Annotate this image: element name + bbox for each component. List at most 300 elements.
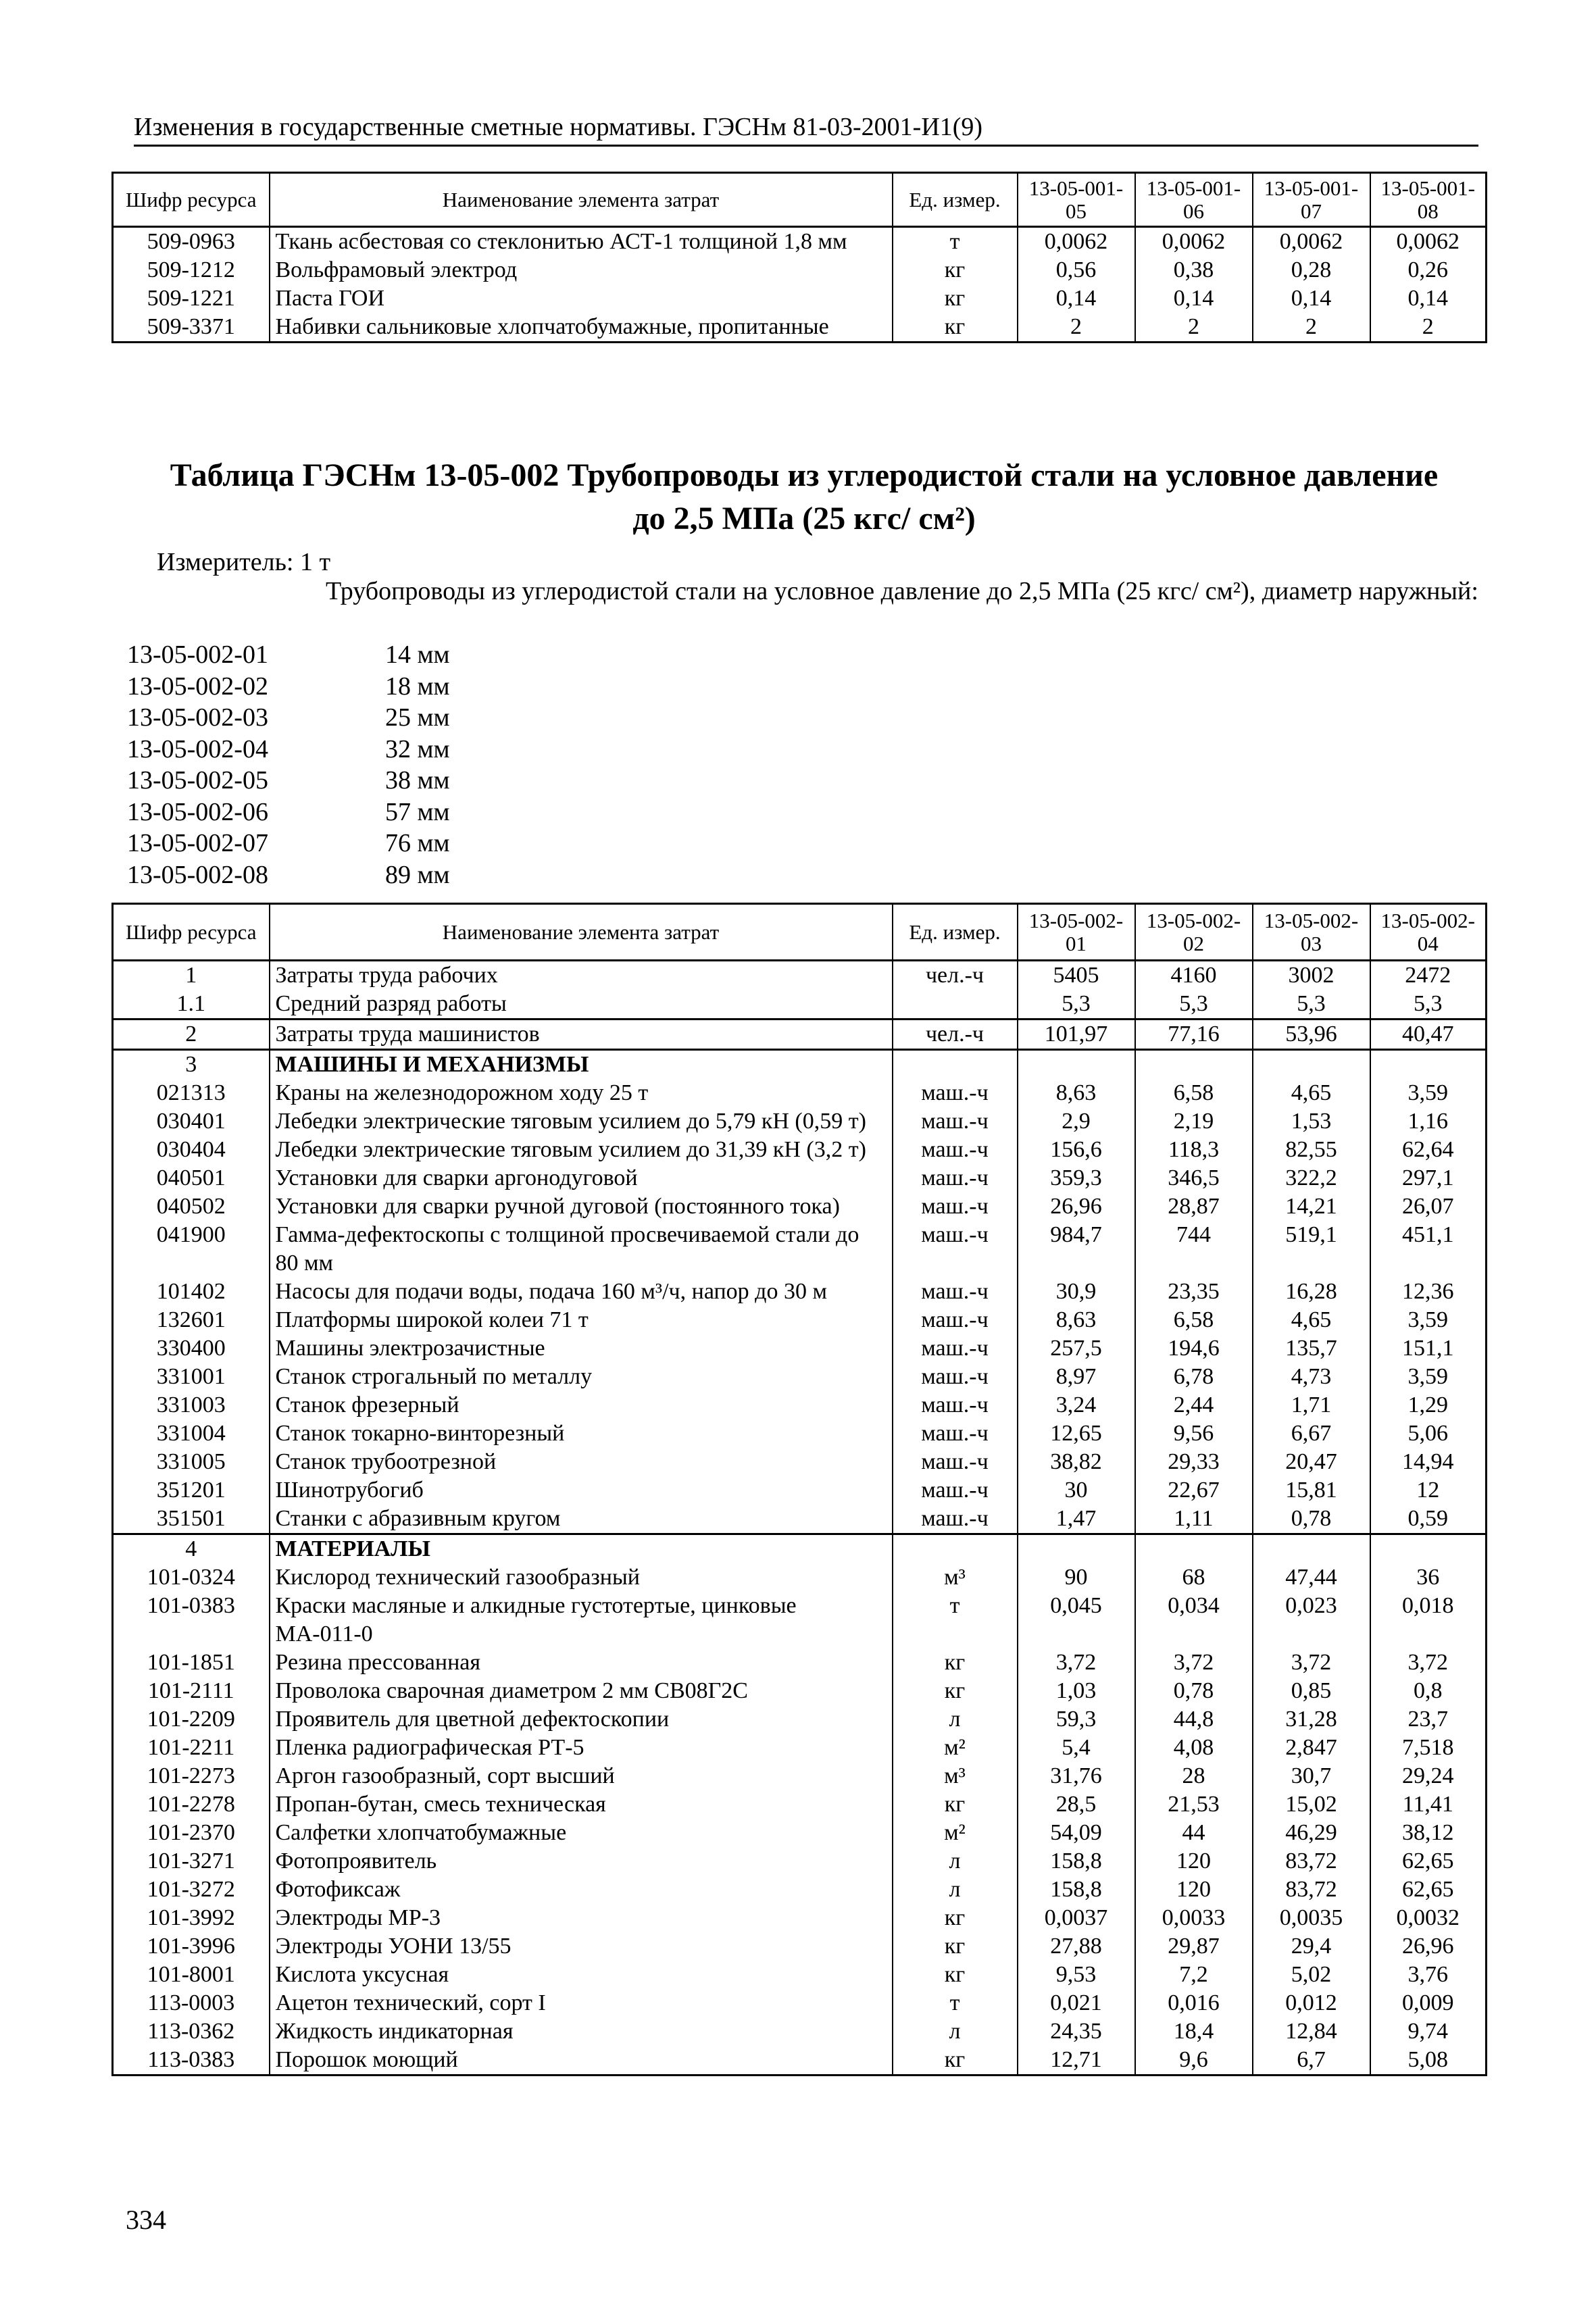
- value-cell: 0,034: [1135, 1592, 1253, 1649]
- resource-name: Ткань асбестовая со стеклонитью АСТ-1 толщиной 1,8 мм: [270, 227, 893, 257]
- resource-code: 101-2211: [113, 1734, 270, 1762]
- value-cell: [1253, 1534, 1370, 1564]
- table-row: [113, 1649, 1487, 1677]
- value-cell: 44,8: [1135, 1705, 1253, 1734]
- value-cell: 7,518: [1370, 1734, 1487, 1762]
- value-cell: 44: [1135, 1819, 1253, 1847]
- unit-cell: м²: [893, 1819, 1018, 1847]
- value-cell: 0,56: [1018, 256, 1135, 284]
- table-title: [95, 454, 1514, 540]
- value-cell: 4,73: [1253, 1363, 1370, 1391]
- resource-name: Средний разряд работы: [270, 990, 893, 1020]
- value-cell: 62,65: [1370, 1876, 1487, 1904]
- value-cell: 26,96: [1370, 1932, 1487, 1961]
- table-row: [113, 227, 1487, 257]
- resource-code: 113-0362: [113, 2017, 270, 2046]
- resource-name: Затраты труда машинистов: [270, 1020, 893, 1050]
- value-cell: 2,44: [1135, 1391, 1253, 1419]
- resource-code: 101-3996: [113, 1932, 270, 1961]
- value-cell: 62,64: [1370, 1136, 1487, 1164]
- col-header-variant: 13-05-001-07: [1253, 173, 1370, 227]
- variant-diameter: 32 мм: [385, 734, 450, 763]
- resource-code: 101402: [113, 1278, 270, 1306]
- resource-code: 101-3992: [113, 1904, 270, 1932]
- unit-cell: м³: [893, 1762, 1018, 1790]
- table-row: [113, 313, 1487, 343]
- resource-name: Станок токарно-винторезный: [270, 1419, 893, 1448]
- table-row: [113, 1278, 1487, 1306]
- value-cell: 1,11: [1135, 1505, 1253, 1534]
- resource-code: 351501: [113, 1505, 270, 1534]
- value-cell: 194,6: [1135, 1334, 1253, 1363]
- value-cell: 9,53: [1018, 1961, 1135, 1989]
- unit-cell: маш.-ч: [893, 1107, 1018, 1136]
- value-cell: 744: [1135, 1221, 1253, 1278]
- resource-name: Станки с абразивным кругом: [270, 1505, 893, 1534]
- value-cell: 0,045: [1018, 1592, 1135, 1649]
- value-cell: 6,78: [1135, 1363, 1253, 1391]
- value-cell: 0,0033: [1135, 1904, 1253, 1932]
- col-header-name: Наименование элемента затрат: [270, 904, 893, 961]
- value-cell: 1,53: [1253, 1107, 1370, 1136]
- resource-code: 041900: [113, 1221, 270, 1278]
- value-cell: 46,29: [1253, 1819, 1370, 1847]
- resource-name: Проявитель для цветной дефектоскопии: [270, 1705, 893, 1734]
- value-cell: 8,63: [1018, 1079, 1135, 1107]
- value-cell: 1,47: [1018, 1505, 1135, 1534]
- value-cell: 3,59: [1370, 1306, 1487, 1334]
- value-cell: 90: [1018, 1563, 1135, 1592]
- value-cell: 0,018: [1370, 1592, 1487, 1649]
- value-cell: 12,36: [1370, 1278, 1487, 1306]
- value-cell: 0,59: [1370, 1505, 1487, 1534]
- section-row: [113, 1050, 1487, 1080]
- col-header-variant: 13-05-001-08: [1370, 173, 1487, 227]
- unit-cell: т: [893, 227, 1018, 257]
- table-row: [113, 1334, 1487, 1363]
- value-cell: 3002: [1253, 961, 1370, 990]
- value-cell: 0,78: [1253, 1505, 1370, 1534]
- unit-cell: маш.-ч: [893, 1079, 1018, 1107]
- value-cell: 0,85: [1253, 1677, 1370, 1705]
- table-row: [113, 1762, 1487, 1790]
- table-row: [113, 1705, 1487, 1734]
- resource-code: 509-0963: [113, 227, 270, 257]
- resource-code: 331004: [113, 1419, 270, 1448]
- resource-name: Кислота уксусная: [270, 1961, 893, 1989]
- col-header-variant: 13-05-002-03: [1253, 904, 1370, 961]
- col-header-variant: 13-05-002-04: [1370, 904, 1487, 961]
- value-cell: 16,28: [1253, 1278, 1370, 1306]
- value-cell: 0,78: [1135, 1677, 1253, 1705]
- value-cell: [1370, 1534, 1487, 1564]
- value-cell: 22,67: [1135, 1476, 1253, 1505]
- resource-name: Электроды УОНИ 13/55: [270, 1932, 893, 1961]
- value-cell: 0,28: [1253, 256, 1370, 284]
- table-row: [113, 2046, 1487, 2076]
- value-cell: 83,72: [1253, 1876, 1370, 1904]
- value-cell: 7,2: [1135, 1961, 1253, 1989]
- table-row: [113, 1192, 1487, 1221]
- resource-name: Резина прессованная: [270, 1649, 893, 1677]
- value-cell: 68: [1135, 1563, 1253, 1592]
- unit-cell: кг: [893, 2046, 1018, 2076]
- resource-name: Платформы широкой колеи 71 т: [270, 1306, 893, 1334]
- resource-code: 101-0324: [113, 1563, 270, 1592]
- variant-code: 13-05-002-03: [127, 703, 268, 732]
- value-cell: 38,82: [1018, 1448, 1135, 1476]
- value-cell: 62,65: [1370, 1847, 1487, 1876]
- value-cell: 5405: [1018, 961, 1135, 990]
- resource-code: 330400: [113, 1334, 270, 1363]
- unit-cell: [893, 1534, 1018, 1564]
- value-cell: 0,0032: [1370, 1904, 1487, 1932]
- section-row: [113, 1534, 1487, 1564]
- unit-cell: маш.-ч: [893, 1306, 1018, 1334]
- value-cell: 158,8: [1018, 1847, 1135, 1876]
- value-cell: 82,55: [1253, 1136, 1370, 1164]
- resource-name: МАШИНЫ И МЕХАНИЗМЫ: [270, 1050, 893, 1080]
- value-cell: 36: [1370, 1563, 1487, 1592]
- value-cell: 8,97: [1018, 1363, 1135, 1391]
- unit-cell: кг: [893, 1649, 1018, 1677]
- resource-table-top: [111, 172, 1487, 343]
- value-cell: 26,96: [1018, 1192, 1135, 1221]
- value-cell: 0,38: [1135, 256, 1253, 284]
- value-cell: 31,28: [1253, 1705, 1370, 1734]
- value-cell: 257,5: [1018, 1334, 1135, 1363]
- value-cell: [1018, 1534, 1135, 1564]
- resource-code: 101-2209: [113, 1705, 270, 1734]
- value-cell: 5,08: [1370, 2046, 1487, 2076]
- value-cell: [1370, 1050, 1487, 1080]
- value-cell: 2: [1370, 313, 1487, 343]
- resource-code: 021313: [113, 1079, 270, 1107]
- table-row: [113, 961, 1487, 990]
- value-cell: 2472: [1370, 961, 1487, 990]
- value-cell: 156,6: [1018, 1136, 1135, 1164]
- resource-name: МАТЕРИАЛЫ: [270, 1534, 893, 1564]
- variant-code: 13-05-002-02: [127, 672, 268, 701]
- resource-code: 030401: [113, 1107, 270, 1136]
- value-cell: 0,14: [1253, 284, 1370, 313]
- resource-name: Краски масляные и алкидные густотертые, цинковые МА-011-0: [270, 1592, 893, 1649]
- value-cell: 5,06: [1370, 1419, 1487, 1448]
- value-cell: 5,02: [1253, 1961, 1370, 1989]
- resource-name: Насосы для подачи воды, подача 160 м³/ч, напор до 30 м: [270, 1278, 893, 1306]
- resource-name: Станок строгальный по металлу: [270, 1363, 893, 1391]
- resource-code: 3: [113, 1050, 270, 1080]
- table-row: [113, 1079, 1487, 1107]
- table-title-line: Таблица ГЭСНм 13-05-002 Трубопроводы из углеродистой стали на условное давление: [170, 457, 1439, 493]
- table-row: [113, 1592, 1487, 1649]
- unit-cell: кг: [893, 1932, 1018, 1961]
- value-cell: 4,65: [1253, 1079, 1370, 1107]
- table-row: [113, 1363, 1487, 1391]
- resource-name: Станок трубоотрезной: [270, 1448, 893, 1476]
- running-header: Изменения в государственные сметные нормативы. ГЭСНм 81-03-2001-И1(9): [134, 111, 1478, 147]
- value-cell: 158,8: [1018, 1876, 1135, 1904]
- value-cell: 30,9: [1018, 1278, 1135, 1306]
- value-cell: 30: [1018, 1476, 1135, 1505]
- resource-code: 331005: [113, 1448, 270, 1476]
- col-header-variant: 13-05-001-05: [1018, 173, 1135, 227]
- value-cell: 77,16: [1135, 1020, 1253, 1050]
- variant-code: 13-05-002-08: [127, 860, 268, 889]
- value-cell: 11,41: [1370, 1790, 1487, 1819]
- value-cell: 47,44: [1253, 1563, 1370, 1592]
- resource-name: Вольфрамовый электрод: [270, 256, 893, 284]
- table-row: [113, 1136, 1487, 1164]
- resource-code: 101-3271: [113, 1847, 270, 1876]
- col-header-variant: 13-05-001-06: [1135, 173, 1253, 227]
- measurer: Измеритель: 1 т: [157, 548, 331, 576]
- variant-diameter: 76 мм: [385, 829, 450, 857]
- unit-cell: кг: [893, 256, 1018, 284]
- unit-cell: кг: [893, 1790, 1018, 1819]
- value-cell: 0,14: [1018, 284, 1135, 313]
- unit-cell: л: [893, 2017, 1018, 2046]
- value-cell: 54,09: [1018, 1819, 1135, 1847]
- value-cell: 59,3: [1018, 1705, 1135, 1734]
- value-cell: 2: [1018, 313, 1135, 343]
- value-cell: 24,35: [1018, 2017, 1135, 2046]
- resource-name: Электроды МР-3: [270, 1904, 893, 1932]
- value-cell: 6,67: [1253, 1419, 1370, 1448]
- value-cell: 28: [1135, 1762, 1253, 1790]
- value-cell: 12,84: [1253, 2017, 1370, 2046]
- value-cell: 0,0037: [1018, 1904, 1135, 1932]
- value-cell: 4,65: [1253, 1306, 1370, 1334]
- table-header-row: [113, 173, 1487, 227]
- resource-code: 1.1: [113, 990, 270, 1020]
- col-header-code: Шифр ресурса: [113, 173, 270, 227]
- value-cell: 519,1: [1253, 1221, 1370, 1278]
- table-row: [113, 2017, 1487, 2046]
- value-cell: 359,3: [1018, 1164, 1135, 1192]
- value-cell: 15,81: [1253, 1476, 1370, 1505]
- value-cell: 297,1: [1370, 1164, 1487, 1192]
- value-cell: 38,12: [1370, 1819, 1487, 1847]
- value-cell: 120: [1135, 1847, 1253, 1876]
- value-cell: 322,2: [1253, 1164, 1370, 1192]
- variant-diameter: 57 мм: [385, 797, 450, 826]
- variant-diameter: 25 мм: [385, 703, 450, 732]
- value-cell: 30,7: [1253, 1762, 1370, 1790]
- value-cell: 20,47: [1253, 1448, 1370, 1476]
- resource-name: Станок фрезерный: [270, 1391, 893, 1419]
- value-cell: 0,0035: [1253, 1904, 1370, 1932]
- value-cell: 5,4: [1018, 1734, 1135, 1762]
- value-cell: 118,3: [1135, 1136, 1253, 1164]
- resource-code: 1: [113, 961, 270, 990]
- value-cell: 3,59: [1370, 1079, 1487, 1107]
- table-row: [113, 1563, 1487, 1592]
- resource-name: Лебедки электрические тяговым усилием до 31,39 кН (3,2 т): [270, 1136, 893, 1164]
- table-row: [113, 1904, 1487, 1932]
- col-header-unit: Ед. измер.: [893, 173, 1018, 227]
- resource-name: Салфетки хлопчатобумажные: [270, 1819, 893, 1847]
- table-row: [113, 1107, 1487, 1136]
- value-cell: 3,72: [1135, 1649, 1253, 1677]
- unit-cell: кг: [893, 1677, 1018, 1705]
- work-description: Трубопроводы из углеродистой стали на условное давление до 2,5 МПа (25 кгс/ см²), диаметр наружный:: [326, 577, 1478, 605]
- value-cell: [1018, 1050, 1135, 1080]
- resource-code: 101-2111: [113, 1677, 270, 1705]
- variant-diameter: 38 мм: [385, 766, 450, 795]
- resource-name: Машины электрозачистные: [270, 1334, 893, 1363]
- value-cell: 0,023: [1253, 1592, 1370, 1649]
- resource-code: 331003: [113, 1391, 270, 1419]
- value-cell: 0,0062: [1018, 227, 1135, 257]
- resource-name: Фотофиксаж: [270, 1876, 893, 1904]
- resource-code: 2: [113, 1020, 270, 1050]
- value-cell: 2,19: [1135, 1107, 1253, 1136]
- value-cell: [1253, 1050, 1370, 1080]
- resource-name: Аргон газообразный, сорт высший: [270, 1762, 893, 1790]
- value-cell: 0,14: [1370, 284, 1487, 313]
- value-cell: 3,72: [1253, 1649, 1370, 1677]
- resource-name: Ацетон технический, сорт I: [270, 1989, 893, 2017]
- value-cell: 120: [1135, 1876, 1253, 1904]
- table-row: [113, 1221, 1487, 1278]
- resource-name: Пропан-бутан, смесь техническая: [270, 1790, 893, 1819]
- value-cell: 1,29: [1370, 1391, 1487, 1419]
- value-cell: 0,26: [1370, 256, 1487, 284]
- value-cell: 53,96: [1253, 1020, 1370, 1050]
- resource-code: 030404: [113, 1136, 270, 1164]
- value-cell: 0,016: [1135, 1989, 1253, 2017]
- unit-cell: м³: [893, 1563, 1018, 1592]
- value-cell: 23,35: [1135, 1278, 1253, 1306]
- unit-cell: маш.-ч: [893, 1448, 1018, 1476]
- value-cell: 3,76: [1370, 1961, 1487, 1989]
- value-cell: 4,08: [1135, 1734, 1253, 1762]
- unit-cell: л: [893, 1847, 1018, 1876]
- value-cell: 1,16: [1370, 1107, 1487, 1136]
- table-row: [113, 1448, 1487, 1476]
- resource-code: 101-2273: [113, 1762, 270, 1790]
- table-header-row: [113, 904, 1487, 961]
- resource-code: 040502: [113, 1192, 270, 1221]
- resource-name: Проволока сварочная диаметром 2 мм СВ08Г2С: [270, 1677, 893, 1705]
- unit-cell: л: [893, 1876, 1018, 1904]
- value-cell: 1,03: [1018, 1677, 1135, 1705]
- unit-cell: т: [893, 1989, 1018, 2017]
- col-header-variant: 13-05-002-01: [1018, 904, 1135, 961]
- table-row: [113, 256, 1487, 284]
- value-cell: 8,63: [1018, 1306, 1135, 1334]
- unit-cell: маш.-ч: [893, 1164, 1018, 1192]
- resource-code: 101-2278: [113, 1790, 270, 1819]
- value-cell: 0,14: [1135, 284, 1253, 313]
- unit-cell: чел.-ч: [893, 1020, 1018, 1050]
- resource-table-main: [111, 903, 1487, 2076]
- value-cell: 451,1: [1370, 1221, 1487, 1278]
- variant-code: 13-05-002-04: [127, 734, 268, 763]
- value-cell: 12,65: [1018, 1419, 1135, 1448]
- resource-name: Кислород технический газообразный: [270, 1563, 893, 1592]
- resource-name: Фотопроявитель: [270, 1847, 893, 1876]
- table-row: [113, 1164, 1487, 1192]
- resource-name: Шинотрубогиб: [270, 1476, 893, 1505]
- unit-cell: маш.-ч: [893, 1419, 1018, 1448]
- resource-name: Жидкость индикаторная: [270, 2017, 893, 2046]
- table-row: [113, 1677, 1487, 1705]
- variant-diameter: 18 мм: [385, 672, 450, 701]
- value-cell: 29,24: [1370, 1762, 1487, 1790]
- resource-name: Паста ГОИ: [270, 284, 893, 313]
- value-cell: 5,3: [1253, 990, 1370, 1020]
- table-row: [113, 284, 1487, 313]
- value-cell: 23,7: [1370, 1705, 1487, 1734]
- value-cell: 12,71: [1018, 2046, 1135, 2076]
- value-cell: 28,87: [1135, 1192, 1253, 1221]
- unit-cell: л: [893, 1705, 1018, 1734]
- variant-diameter: 89 мм: [385, 860, 450, 889]
- value-cell: 0,8: [1370, 1677, 1487, 1705]
- value-cell: 3,72: [1370, 1649, 1487, 1677]
- value-cell: 5,3: [1018, 990, 1135, 1020]
- value-cell: 0,021: [1018, 1989, 1135, 2017]
- unit-cell: кг: [893, 1904, 1018, 1932]
- unit-cell: маш.-ч: [893, 1221, 1018, 1278]
- value-cell: 3,24: [1018, 1391, 1135, 1419]
- table-row: [113, 1306, 1487, 1334]
- resource-name: Затраты труда рабочих: [270, 961, 893, 990]
- value-cell: 2: [1135, 313, 1253, 343]
- resource-code: 132601: [113, 1306, 270, 1334]
- value-cell: 2,9: [1018, 1107, 1135, 1136]
- value-cell: 151,1: [1370, 1334, 1487, 1363]
- value-cell: 346,5: [1135, 1164, 1253, 1192]
- resource-code: 101-8001: [113, 1961, 270, 1989]
- value-cell: 29,33: [1135, 1448, 1253, 1476]
- col-header-name: Наименование элемента затрат: [270, 173, 893, 227]
- table-row: [113, 1020, 1487, 1050]
- value-cell: 135,7: [1253, 1334, 1370, 1363]
- unit-cell: маш.-ч: [893, 1192, 1018, 1221]
- resource-name: Порошок моющий: [270, 2046, 893, 2076]
- value-cell: 9,6: [1135, 2046, 1253, 2076]
- resource-code: 101-1851: [113, 1649, 270, 1677]
- unit-cell: маш.-ч: [893, 1476, 1018, 1505]
- table-row: [113, 1876, 1487, 1904]
- value-cell: 2,847: [1253, 1734, 1370, 1762]
- resource-code: 113-0383: [113, 2046, 270, 2076]
- table-row: [113, 1989, 1487, 2017]
- resource-code: 509-1221: [113, 284, 270, 313]
- value-cell: 29,4: [1253, 1932, 1370, 1961]
- table-row: [113, 1790, 1487, 1819]
- col-header-unit: Ед. измер.: [893, 904, 1018, 961]
- value-cell: 1,71: [1253, 1391, 1370, 1419]
- value-cell: 40,47: [1370, 1020, 1487, 1050]
- value-cell: 0,0062: [1253, 227, 1370, 257]
- variant-diameter: 14 мм: [385, 640, 450, 669]
- variant-code: 13-05-002-07: [127, 829, 268, 857]
- value-cell: 21,53: [1135, 1790, 1253, 1819]
- unit-cell: т: [893, 1592, 1018, 1649]
- resource-code: 101-2370: [113, 1819, 270, 1847]
- table-row: [113, 1391, 1487, 1419]
- value-cell: 2: [1253, 313, 1370, 343]
- resource-code: 351201: [113, 1476, 270, 1505]
- value-cell: 984,7: [1018, 1221, 1135, 1278]
- col-header-variant: 13-05-002-02: [1135, 904, 1253, 961]
- value-cell: 5,3: [1135, 990, 1253, 1020]
- unit-cell: маш.-ч: [893, 1505, 1018, 1534]
